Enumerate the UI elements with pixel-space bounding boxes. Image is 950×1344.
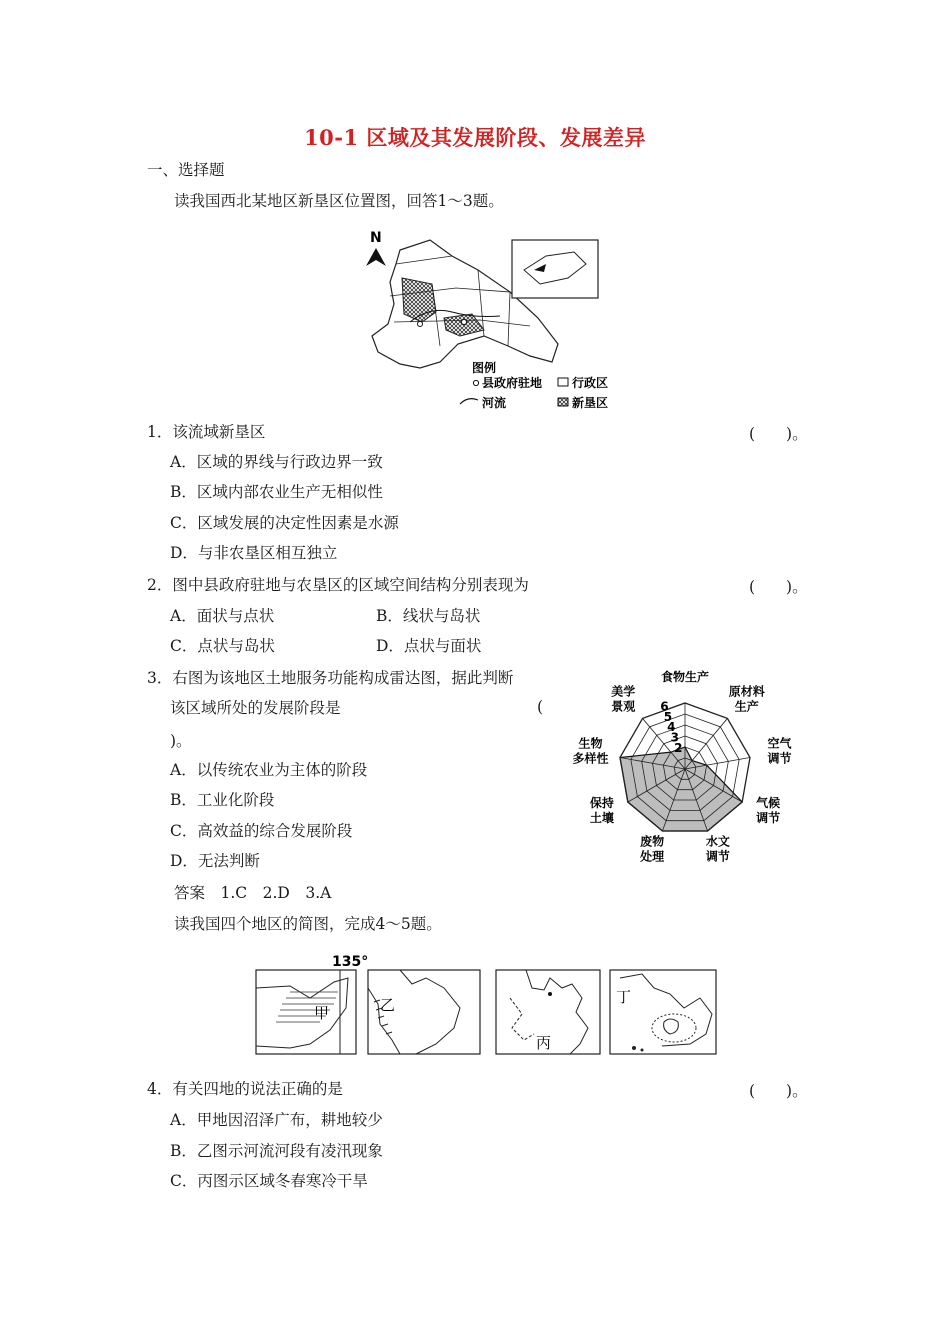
question-4-answer-blank: ( )。 <box>749 1082 808 1100</box>
county-seat-legend-icon <box>473 380 478 385</box>
legend-reclaimed: 新垦区 <box>572 396 609 410</box>
radar-axis-label: 空气 <box>767 736 792 751</box>
radar-axis-label: 原材料 <box>728 684 765 699</box>
radar-axis-label: 水文 <box>705 834 730 849</box>
radar-scale-label: 5 <box>663 709 673 724</box>
question-3-stem-line-2: 该区域所处的发展阶段是 <box>170 699 341 717</box>
page-title: 10-1 区域及其发展阶段、发展差异 <box>304 125 646 150</box>
radar-axis-label: 土壤 <box>589 811 614 825</box>
newly-reclaimed-area-map <box>360 226 630 416</box>
radar-axis-label: 景观 <box>611 699 636 714</box>
question-1-option-a: A．区域的界线与行政边界一致 <box>170 453 383 471</box>
intro-text-2: 读我国四个地区的简图，完成4～5题。 <box>174 915 442 933</box>
legend-river: 河流 <box>482 396 507 410</box>
county-seat-marker <box>418 322 423 327</box>
question-2-option-d: D．点状与面状 <box>376 637 482 655</box>
question-3-option-c: C．高效益的综合发展阶段 <box>170 822 353 840</box>
legend-title: 图例 <box>472 361 497 375</box>
question-2-option-c: C．点状与岛状 <box>170 637 275 655</box>
radar-axis-label: 处理 <box>640 849 665 864</box>
section-heading: 一、选择题 <box>147 161 225 179</box>
question-2-option-a: A．面状与点状 <box>170 607 275 625</box>
question-3-paren-open: ( <box>537 698 544 716</box>
question-2-stem: 2．图中县政府驻地与农垦区的区域空间结构分别表现为 <box>147 576 529 594</box>
radar-axis-label: 食物生产 <box>660 670 710 684</box>
radar-scale-label: 6 <box>660 699 669 714</box>
radar-axis-label: 生产 <box>734 699 759 714</box>
intro-text-1: 读我国西北某地区新垦区位置图，回答1～3题。 <box>174 192 504 210</box>
label-jia: 甲 <box>314 1004 330 1022</box>
label-ding: 丁 <box>616 988 632 1006</box>
land-function-radar-chart <box>555 664 805 874</box>
radar-axis-label: 美学 <box>611 684 636 699</box>
question-4-option-b: B．乙图示河流河段有凌汛现象 <box>170 1142 383 1160</box>
legend-admin-area: 行政区 <box>572 376 609 390</box>
radar-axis-label: 调节 <box>767 751 792 766</box>
radar-scale-label: 4 <box>667 720 676 735</box>
question-4-option-a: A．甲地因沼泽广布，耕地较少 <box>170 1111 383 1129</box>
radar-axis-label: 保持 <box>589 796 614 810</box>
question-1-option-d: D．与非农垦区相互独立 <box>170 544 338 562</box>
answer-key: 答案 1.C 2.D 3.A <box>174 884 332 902</box>
question-4-option-c: C．丙图示区域冬春寒冷干旱 <box>170 1172 368 1190</box>
radar-axis-label: 废物 <box>640 834 665 849</box>
radar-axis-label: 生物 <box>578 736 603 751</box>
question-2-answer-blank: ( )。 <box>749 578 808 596</box>
reclaimed-legend-icon <box>558 398 568 406</box>
map-bing <box>496 970 600 1054</box>
map-jia <box>256 970 356 1054</box>
question-1-stem: 1．该流域新垦区 <box>147 423 266 441</box>
question-3-paren-close: )。 <box>170 732 192 750</box>
question-3-stem-line-1: 3．右图为该地区土地服务功能构成雷达图，据此判断 <box>147 669 514 687</box>
north-label: N <box>370 230 382 246</box>
question-2-option-b: B．线状与岛状 <box>376 607 481 625</box>
map-yi <box>368 970 480 1054</box>
radar-axis-label: 调节 <box>705 849 730 864</box>
legend-county-seat: 县政府驻地 <box>482 376 543 390</box>
admin-area-legend-icon <box>558 378 568 386</box>
question-3-option-a: A．以传统农业为主体的阶段 <box>170 761 368 779</box>
question-1-option-c: C．区域发展的决定性因素是水源 <box>170 514 399 532</box>
question-4-stem: 4．有关四地的说法正确的是 <box>147 1080 343 1098</box>
radar-axis-label: 多样性 <box>572 751 609 766</box>
north-arrow-icon <box>366 248 386 266</box>
four-regions-maps <box>250 948 722 1068</box>
radar-scale-label: 3 <box>670 730 679 745</box>
question-3-option-d: D．无法判断 <box>170 852 260 870</box>
county-seat-marker <box>462 320 467 325</box>
map-ding <box>610 970 716 1054</box>
radar-axis-label: 气候 <box>756 796 781 810</box>
question-1-answer-blank: ( )。 <box>749 425 808 443</box>
question-3-option-b: B．工业化阶段 <box>170 791 275 809</box>
radar-axis-label: 调节 <box>756 811 781 825</box>
longitude-label: 135° <box>332 954 369 970</box>
radar-scale-label: 2 <box>674 741 683 756</box>
question-1-option-b: B．区域内部农业生产无相似性 <box>170 483 383 501</box>
label-bing: 丙 <box>536 1034 552 1052</box>
radar-spoke <box>685 718 727 769</box>
label-yi: 乙 <box>380 996 396 1014</box>
river-legend-icon <box>460 399 478 404</box>
